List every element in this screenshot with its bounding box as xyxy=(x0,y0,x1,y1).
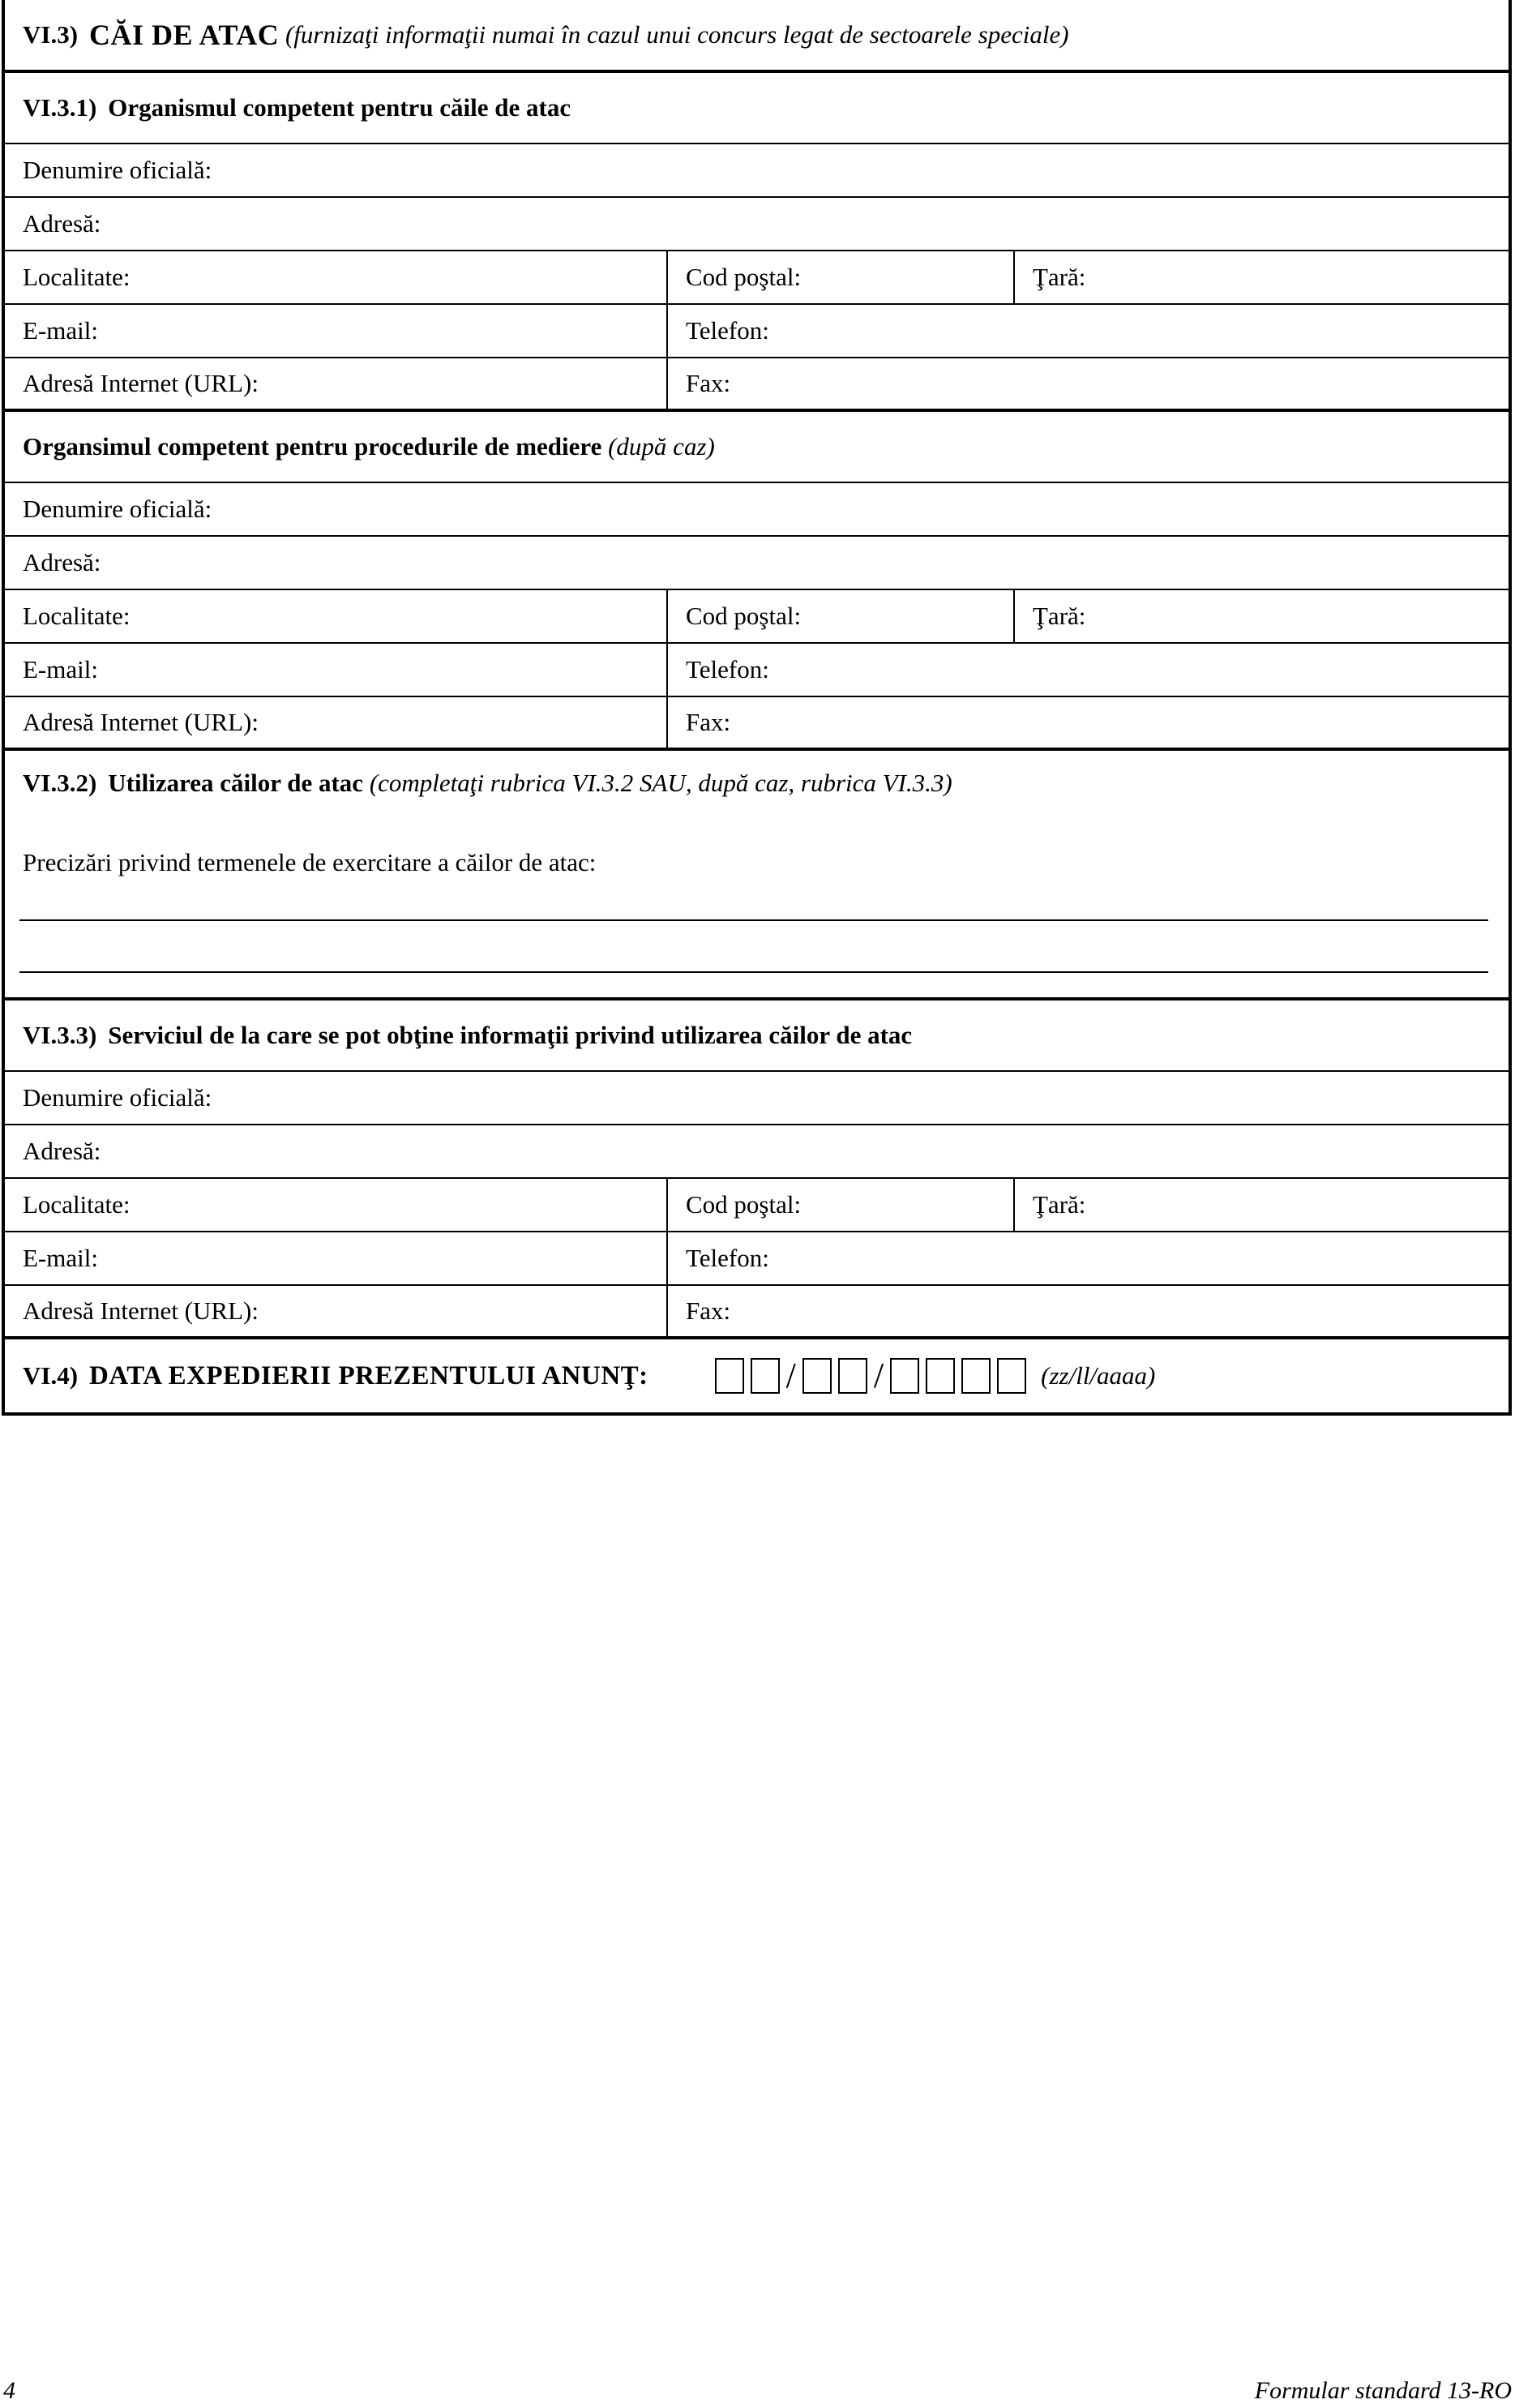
field-label: Adresă: xyxy=(23,548,101,576)
url-field[interactable]: Adresă Internet (URL): xyxy=(5,1286,668,1336)
url-field[interactable]: Adresă Internet (URL): xyxy=(5,358,668,409)
appeals-usage-block xyxy=(5,751,1509,1000)
date-year-box-3[interactable] xyxy=(961,1358,991,1394)
subsection-title: Serviciul de la care se pot obţine informaţii privind utilizarea căilor de atac xyxy=(108,1021,913,1049)
country-field[interactable]: Ţară: xyxy=(1033,602,1086,630)
locality-field[interactable]: Localitate: xyxy=(5,590,668,642)
locality-row xyxy=(5,590,1509,644)
url-field[interactable]: Adresă Internet (URL): xyxy=(5,697,668,748)
section-note: (furnizaţi informaţii numai în cazul unui concurs legat de sectoarele speciale) xyxy=(285,20,1069,49)
subsection-note: (completaţi rubrica VI.3.2 SAU, după caz, rubrica VI.3.3) xyxy=(369,769,952,797)
country-field[interactable]: Ţară: xyxy=(1033,263,1086,291)
email-row xyxy=(5,305,1509,358)
fax-field[interactable]: Fax: xyxy=(686,708,731,736)
deadlines-label: Precizări privind termenele de exercitare a căilor de atac: xyxy=(23,848,597,876)
deadlines-input-line-2[interactable] xyxy=(19,971,1488,973)
subsection-title: Organismul competent pentru căile de atac xyxy=(108,93,571,122)
official-name-field[interactable] xyxy=(5,1072,1509,1125)
section-header xyxy=(5,0,1509,73)
field-label: Denumire oficială: xyxy=(23,1083,212,1112)
postal-code-field[interactable]: Cod poştal: xyxy=(668,1179,1015,1231)
dispatch-date-row xyxy=(5,1339,1509,1412)
field-label: Denumire oficială: xyxy=(23,156,212,184)
email-field[interactable]: E-mail: xyxy=(5,305,668,357)
official-name-field[interactable] xyxy=(5,144,1509,198)
email-field[interactable]: E-mail: xyxy=(5,644,668,696)
date-month-box-1[interactable] xyxy=(802,1358,832,1394)
fax-field[interactable]: Fax: xyxy=(686,1296,731,1325)
subsection-header-mediation xyxy=(5,412,1509,483)
date-separator: / xyxy=(873,1356,884,1395)
locality-row xyxy=(5,251,1509,305)
subsection-title: Utilizarea căilor de atac xyxy=(108,769,364,797)
field-label: Denumire oficială: xyxy=(23,495,212,523)
subsection-number: VI.3.2) xyxy=(23,769,97,797)
subsection-header-info-service xyxy=(5,1000,1509,1072)
address-field[interactable] xyxy=(5,537,1509,590)
date-separator: / xyxy=(785,1356,796,1395)
subsection-title: Organsimul competent pentru procedurile de mediere xyxy=(23,432,602,461)
date-year-box-2[interactable] xyxy=(926,1358,955,1394)
email-row xyxy=(5,644,1509,697)
form-name: Formular standard 13-RO xyxy=(1254,2377,1512,2404)
subsection-number: VI.3.1) xyxy=(23,93,97,122)
address-field[interactable] xyxy=(5,1125,1509,1179)
postal-code-field[interactable]: Cod poştal: xyxy=(668,251,1015,303)
date-format-hint: (zz/ll/aaaa) xyxy=(1041,1361,1156,1390)
section-number: VI.3) xyxy=(23,20,79,49)
subsection-header-appeals-usage xyxy=(23,769,952,798)
dispatch-date-title: DATA EXPEDIERII PREZENTULUI ANUNŢ: xyxy=(89,1360,648,1390)
address-field[interactable] xyxy=(5,198,1509,251)
url-row xyxy=(5,1286,1509,1339)
url-row xyxy=(5,358,1509,412)
url-row xyxy=(5,697,1509,751)
phone-field[interactable]: Telefon: xyxy=(686,1244,769,1272)
email-field[interactable]: E-mail: xyxy=(5,1232,668,1284)
country-field[interactable]: Ţară: xyxy=(1033,1190,1086,1219)
subsection-number: VI.3.3) xyxy=(23,1021,97,1049)
appeals-form xyxy=(2,0,1512,1416)
date-day-box-1[interactable] xyxy=(715,1358,744,1394)
date-input-boxes xyxy=(715,1358,1156,1394)
official-name-field[interactable] xyxy=(5,483,1509,537)
phone-field[interactable]: Telefon: xyxy=(686,655,769,683)
deadlines-input-line-1[interactable] xyxy=(19,919,1488,921)
email-row xyxy=(5,1232,1509,1286)
date-day-box-2[interactable] xyxy=(751,1358,780,1394)
section-title: CĂI DE ATAC xyxy=(89,19,280,51)
field-label: Adresă: xyxy=(23,209,101,238)
page-number: 4 xyxy=(3,2377,15,2404)
phone-field[interactable]: Telefon: xyxy=(686,316,769,345)
locality-field[interactable]: Localitate: xyxy=(5,1179,668,1231)
locality-row xyxy=(5,1179,1509,1232)
subsection-note: (după caz) xyxy=(608,432,715,461)
field-label: Adresă: xyxy=(23,1137,101,1165)
date-year-box-1[interactable] xyxy=(890,1358,919,1394)
locality-field[interactable]: Localitate: xyxy=(5,251,668,303)
fax-field[interactable]: Fax: xyxy=(686,369,731,397)
section-number: VI.4) xyxy=(23,1361,79,1390)
date-year-box-4[interactable] xyxy=(997,1358,1026,1394)
subsection-header-appeals-body xyxy=(5,73,1509,144)
postal-code-field[interactable]: Cod poştal: xyxy=(668,590,1015,642)
date-month-box-2[interactable] xyxy=(838,1358,867,1394)
